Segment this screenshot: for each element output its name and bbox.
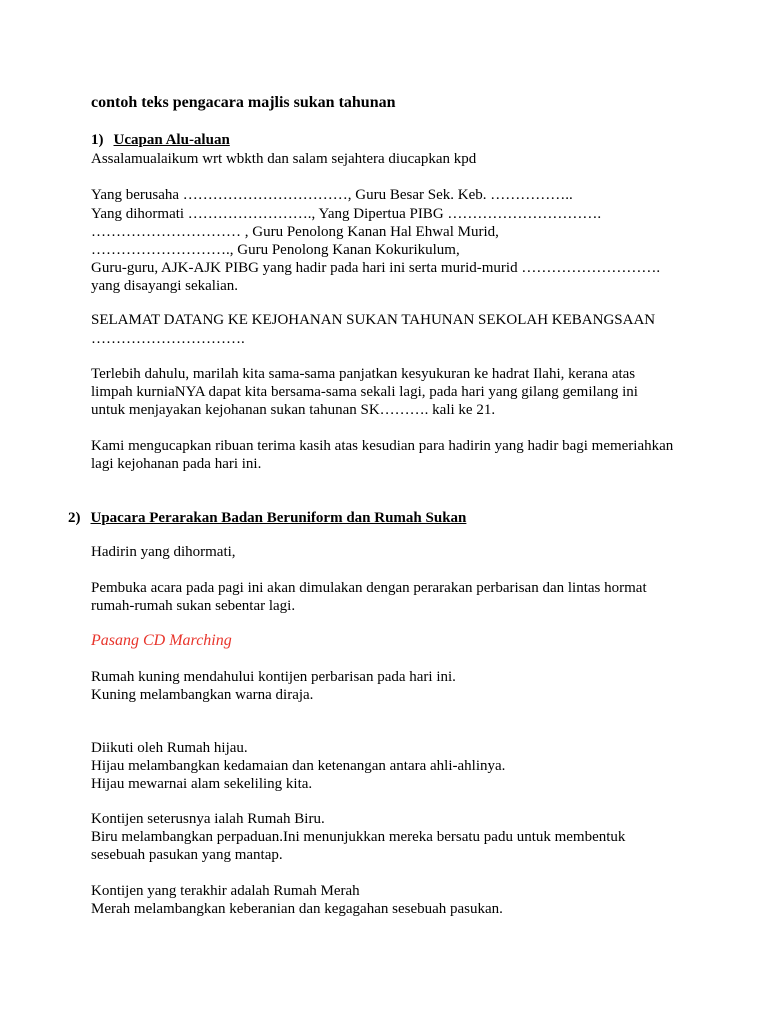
greeting-line: Assalamualaikum wrt wbkth dan salam sejahtera diucapkan kpd bbox=[91, 151, 477, 167]
welcome-line: SELAMAT DATANG KE KEJOHANAN SUKAN TAHUNAN SEKOLAH KEBANGSAAN bbox=[91, 312, 656, 328]
paragraph-line: sesebuah pasukan yang mantap. bbox=[91, 847, 283, 863]
paragraph-line: Hijau melambangkan kedamaian dan ketenangan antara ahli-ahlinya. bbox=[91, 758, 506, 774]
paragraph-line: Kami mengucapkan ribuan terima kasih atas kesudian para hadirin yang hadir bagi memeriahkan bbox=[91, 438, 674, 454]
paragraph-line: Kontijen yang terakhir adalah Rumah Merah bbox=[91, 883, 360, 899]
paragraph-line: untuk menjayakan kejohanan sukan tahunan SK………. kali ke 21. bbox=[91, 402, 496, 418]
paragraph-line: Hadirin yang dihormati, bbox=[91, 544, 236, 560]
paragraph-line: Kuning melambangkan warna diraja. bbox=[91, 687, 314, 703]
section-1-title: Ucapan Alu-aluan bbox=[113, 132, 230, 148]
document-title: contoh teks pengacara majlis sukan tahunan bbox=[91, 94, 396, 111]
salutation-line: ………………………… , Guru Penolong Kanan Hal Ehwal Murid, bbox=[91, 224, 499, 240]
salutation-line: yang disayangi sekalian. bbox=[91, 278, 239, 294]
section-2-number: 2) bbox=[68, 510, 81, 526]
salutation-line: Guru-guru, AJK-AJK PIBG yang hadir pada hari ini serta murid-murid ………………………. bbox=[91, 260, 661, 276]
paragraph-line: lagi kejohanan pada hari ini. bbox=[91, 456, 262, 472]
paragraph-line: rumah-rumah sukan sebentar lagi. bbox=[91, 598, 296, 614]
section-1-heading bbox=[91, 131, 230, 149]
paragraph-line: Biru melambangkan perpaduan.Ini menunjukkan mereka bersatu padu untuk membentuk bbox=[91, 829, 626, 845]
paragraph-line: limpah kurniaNYA dapat kita bersama-sama sekali lagi, pada hari yang gilang gemilang ini bbox=[91, 384, 638, 400]
section-2-heading bbox=[68, 509, 466, 527]
welcome-line: …………………………. bbox=[91, 331, 245, 347]
section-2-title: Upacara Perarakan Badan Beruniform dan Rumah Sukan bbox=[90, 510, 467, 526]
paragraph-line: Hijau mewarnai alam sekeliling kita. bbox=[91, 776, 313, 792]
paragraph-line: Kontijen seterusnya ialah Rumah Biru. bbox=[91, 811, 325, 827]
paragraph-line: Merah melambangkan keberanian dan kegagahan sesebuah pasukan. bbox=[91, 901, 503, 917]
paragraph-line: Pembuka acara pada pagi ini akan dimulakan dengan perarakan perbarisan dan lintas hormat bbox=[91, 580, 647, 596]
paragraph-line: Terlebih dahulu, marilah kita sama-sama panjatkan kesyukuran ke hadrat Ilahi, kerana atas bbox=[91, 366, 636, 382]
section-1-number: 1) bbox=[91, 132, 104, 148]
instruction-text: Pasang CD Marching bbox=[91, 632, 232, 649]
salutation-line: ………………………., Guru Penolong Kanan Kokurikulum, bbox=[91, 242, 460, 258]
salutation-line: Yang berusaha ……………………………, Guru Besar Sek. Keb. …………….. bbox=[91, 187, 573, 203]
salutation-line: Yang dihormati ……………………., Yang Dipertua PIBG …………………………. bbox=[91, 206, 602, 222]
paragraph-line: Rumah kuning mendahului kontijen perbarisan pada hari ini. bbox=[91, 669, 456, 685]
paragraph-line: Diikuti oleh Rumah hijau. bbox=[91, 740, 248, 756]
